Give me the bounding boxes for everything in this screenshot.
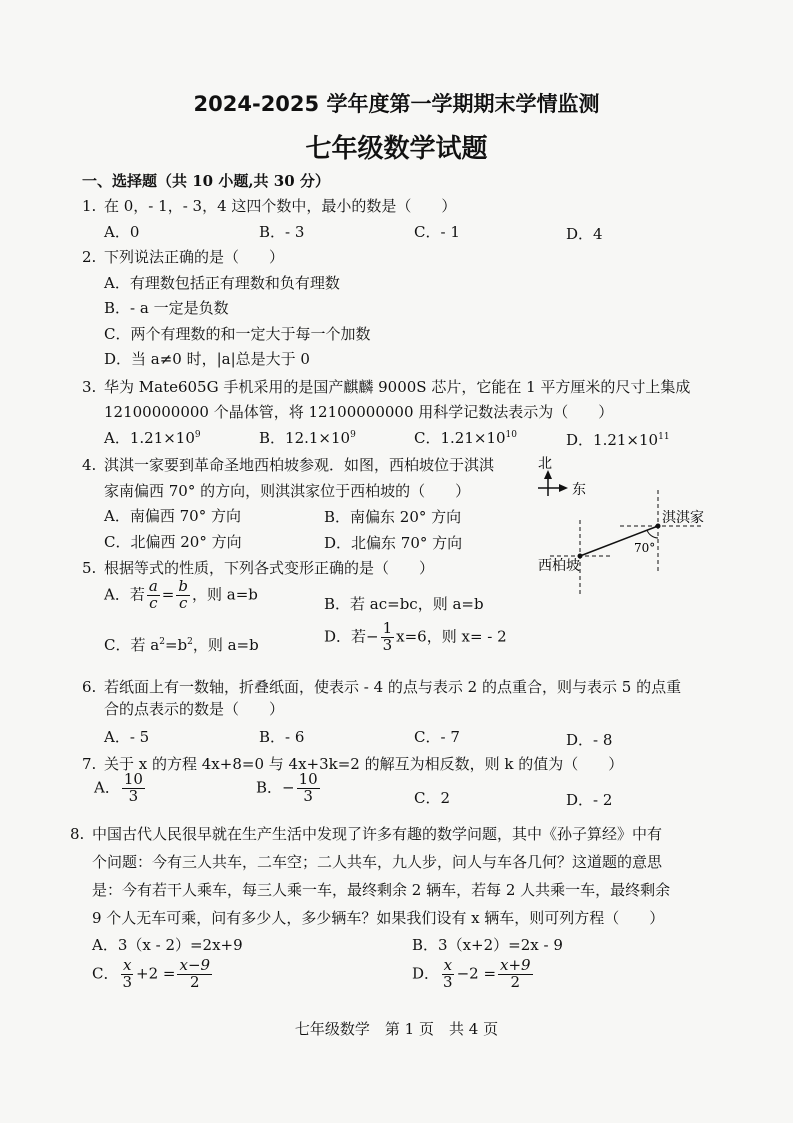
compass-east-label: 东 (572, 482, 586, 498)
q1-option-c: C．- 1 (414, 223, 460, 241)
question-stem: 在 0，- 1，- 3，4 这四个数中，最小的数是（ ） (104, 197, 457, 215)
q1-option-a: A．0 (104, 223, 140, 241)
q1-option-d: D．4 (566, 225, 603, 243)
compass-icon (538, 470, 568, 496)
question-number: 7. (82, 755, 97, 773)
q4-option-a: A．南偏西 70° 方向 (104, 507, 241, 525)
q4-option-d: D．北偏东 70° 方向 (324, 534, 463, 552)
question-5 (82, 557, 434, 578)
q5-option-d: D．若− $\frac{1}{3}$ x=6，则 x= - 2 (324, 619, 507, 654)
angle-label: 70° (634, 541, 656, 555)
question-stem-line: 若纸面上有一数轴，折叠纸面，使表示 - 4 的点与表示 2 的点重合，则与表示 5 的点重 (104, 678, 682, 696)
q6-option-d: D．- 8 (566, 731, 613, 749)
q3-option-b: B．$12.1\times 10^9$ (259, 429, 356, 447)
q7-option-a: A． $\frac{10}{3}$ (94, 770, 143, 805)
q4-option-c: C．北偏西 20° 方向 (104, 533, 242, 551)
q4-option-b: B．南偏东 20° 方向 (324, 508, 462, 526)
question-number: 8. (70, 825, 85, 843)
question-stem-line: 是：今有若干人乘车，每三人乘一车，最终剩余 2 辆车，若每 2 人共乘一车，最终剩余 (92, 881, 671, 899)
q8-option-d: D． $\frac{x}{3}$ −2 = $\frac{x+9}{2}$ (412, 956, 531, 991)
q3-option-c: C．$1.21\times 10^{10}$ (414, 429, 517, 447)
question-stem-line: 9 个人无车可乘，问有多少人，多少辆车？如果我们设有 x 辆车，则可列方程（ ） (92, 909, 665, 927)
page-footer: 七年级数学 第 1 页 共 4 页 (294, 1020, 499, 1038)
exam-subject-title: 七年级数学试题 (305, 134, 488, 164)
q2-option-a: A．有理数包括正有理数和负有理数 (104, 274, 340, 292)
question-number: 1. (82, 197, 97, 215)
question-stem-line: 12100000000 个晶体管，将 12100000000 用科学记数法表示为（ ） (104, 403, 614, 421)
q5-option-b: B．若 ac=bc，则 a=b (324, 595, 484, 613)
question-stem: 下列说法正确的是（ ） (104, 248, 285, 266)
q3-option-d: D．$1.21\times 10^{11}$ (566, 431, 670, 449)
question-stem-line: 家南偏西 70° 的方向，则淇淇家位于西柏坡的（ ） (104, 482, 471, 500)
question-stem: 根据等式的性质，下列各式变形正确的是（ ） (104, 559, 435, 577)
question-number: 5. (82, 559, 97, 577)
q2-option-c: C．两个有理数的和一定大于每一个加数 (104, 325, 371, 343)
question-stem-line: 淇淇一家要到革命圣地西柏坡参观．如图，西柏坡位于淇淇 (104, 456, 495, 474)
q7-option-d: D．- 2 (566, 791, 613, 809)
question-stem-line: 合的点表示的数是（ ） (104, 700, 285, 718)
q5-option-a: A．若 $\frac{a}{c}$ = $\frac{b}{c}$ ，则 a=b (104, 577, 258, 612)
question-number: 3. (82, 378, 97, 396)
compass-north-label: 北 (538, 456, 552, 472)
q6-option-b: B．- 6 (259, 728, 305, 746)
question-4 (82, 454, 494, 475)
q8-option-a: A．3（x - 2）=2x+9 (92, 936, 243, 954)
q5-option-c: C．若 $a^2=b^2$，则 a=b (104, 636, 259, 654)
question-stem-line: 华为 Mate605G 手机采用的是国产麒麟 9000S 芯片，它能在 1 平方厘米的尺寸上集成 (104, 378, 691, 396)
q6-option-a: A．- 5 (104, 728, 150, 746)
q7-option-c: C．2 (414, 789, 451, 807)
question-number: 4. (82, 456, 97, 474)
question-stem-line: 中国古代人民很早就在生产生活中发现了许多有趣的数学问题，其中《孙子算经》中有 (92, 825, 663, 843)
section-heading: 一、选择题（共 10 小题,共 30 分） (82, 172, 330, 190)
question-6 (82, 676, 681, 697)
xibaipo-label: 西柏坡 (538, 558, 580, 574)
q2-option-b: B．- a 一定是负数 (104, 299, 229, 317)
question-7 (82, 753, 623, 774)
question-8 (70, 823, 662, 844)
home-point (656, 524, 661, 529)
question-number: 2. (82, 248, 97, 266)
exam-header-title: 2024-2025 学年度第一学期期末学情监测 (193, 92, 600, 116)
q7-option-b: B．− $\frac{10}{3}$ (256, 770, 318, 805)
q3-option-a: A．$1.21\times 10^9$ (104, 429, 201, 447)
q2-option-d: D．当 a≠0 时，|a|总是大于 0 (104, 350, 310, 368)
q8-option-b: B．3（x+2）=2x - 9 (412, 936, 563, 954)
home-label: 淇淇家 (662, 510, 704, 526)
question-2 (82, 246, 284, 267)
q8-option-c: C． $\frac{x}{3}$ +2 = $\frac{x-9}{2}$ (92, 956, 211, 991)
question-3 (82, 376, 690, 397)
q1-option-b: B．- 3 (259, 223, 305, 241)
question-stem: 关于 x 的方程 4x+8=0 与 4x+3k=2 的解互为相反数，则 k 的值为（ ） (104, 755, 624, 773)
angle-arc (647, 530, 658, 538)
question-stem-line: 个问题：今有三人共车，二车空；二人共车，九人步，问人与车各几何？这道题的意思 (92, 853, 663, 871)
question-number: 6. (82, 678, 97, 696)
direction-figure (528, 452, 738, 600)
q6-option-c: C．- 7 (414, 728, 460, 746)
question-1 (82, 195, 456, 216)
